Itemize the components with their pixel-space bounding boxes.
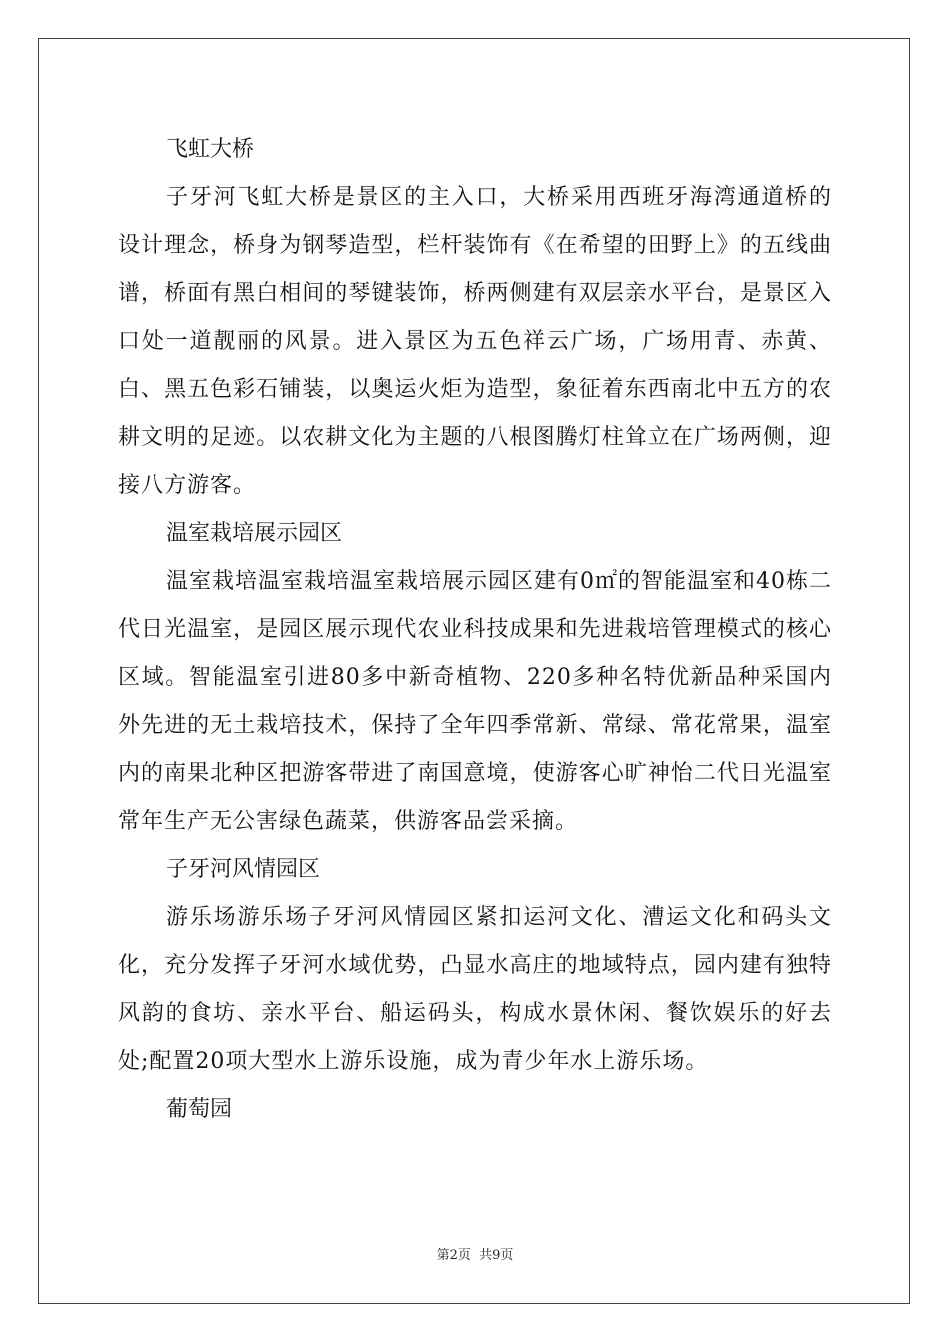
section-heading-greenhouse: 温室栽培展示园区	[166, 521, 343, 546]
section-body-greenhouse: 温室栽培温室栽培温室栽培展示园区建有0㎡的智能温室和40栋二代日光温室，是园区展示现代农业科技成果和先进栽培管理模式的核心区域。智能温室引进80多中新奇植物、220多种名特优新品种采国内外先进的无土栽培技术，保持了全年四季常新、常绿、常花常果，温室内的南果北种区把游客带进了南国意境，使游客心旷神怡二代日光温室常年生产无公害绿色蔬菜，供游客品尝采摘。	[118, 569, 832, 834]
page-footer	[0, 1248, 950, 1264]
section-heading-vineyard: 葡萄园	[166, 1097, 233, 1122]
section-body-feihong-bridge: 子牙河飞虹大桥是景区的主入口，大桥采用西班牙海湾通道桥的设计理念，桥身为钢琴造型，栏杆装饰有《在希望的田野上》的五线曲谱，桥面有黑白相间的琴键装饰，桥两侧建有双层亲水平台，是景区入口处一道靓丽的风景。进入景区为五色祥云广场，广场用青、赤黄、白、黑五色彩石铺装，以奥运火炬为造型，象征着东西南北中五方的农耕文明的足迹。以农耕文化为主题的八根图腾灯柱耸立在广场两侧，迎接八方游客。	[118, 185, 832, 498]
section-body-ziya-river: 游乐场游乐场子牙河风情园区紧扣运河文化、漕运文化和码头文化，充分发挥子牙河水域优势，凸显水高庄的地域特点，园内建有独特风韵的食坊、亲水平台、船运码头，构成水景休闲、餐饮娱乐的好去处;配置20项大型水上游乐设施，成为青少年水上游乐场。	[118, 905, 832, 1074]
page-number: 第2页	[436, 1248, 471, 1263]
section-heading-ziya-river: 子牙河风情园区	[166, 857, 321, 882]
total-pages: 共9页	[479, 1248, 514, 1263]
document-body	[118, 126, 832, 1134]
section-heading-feihong-bridge: 飞虹大桥	[166, 137, 255, 162]
